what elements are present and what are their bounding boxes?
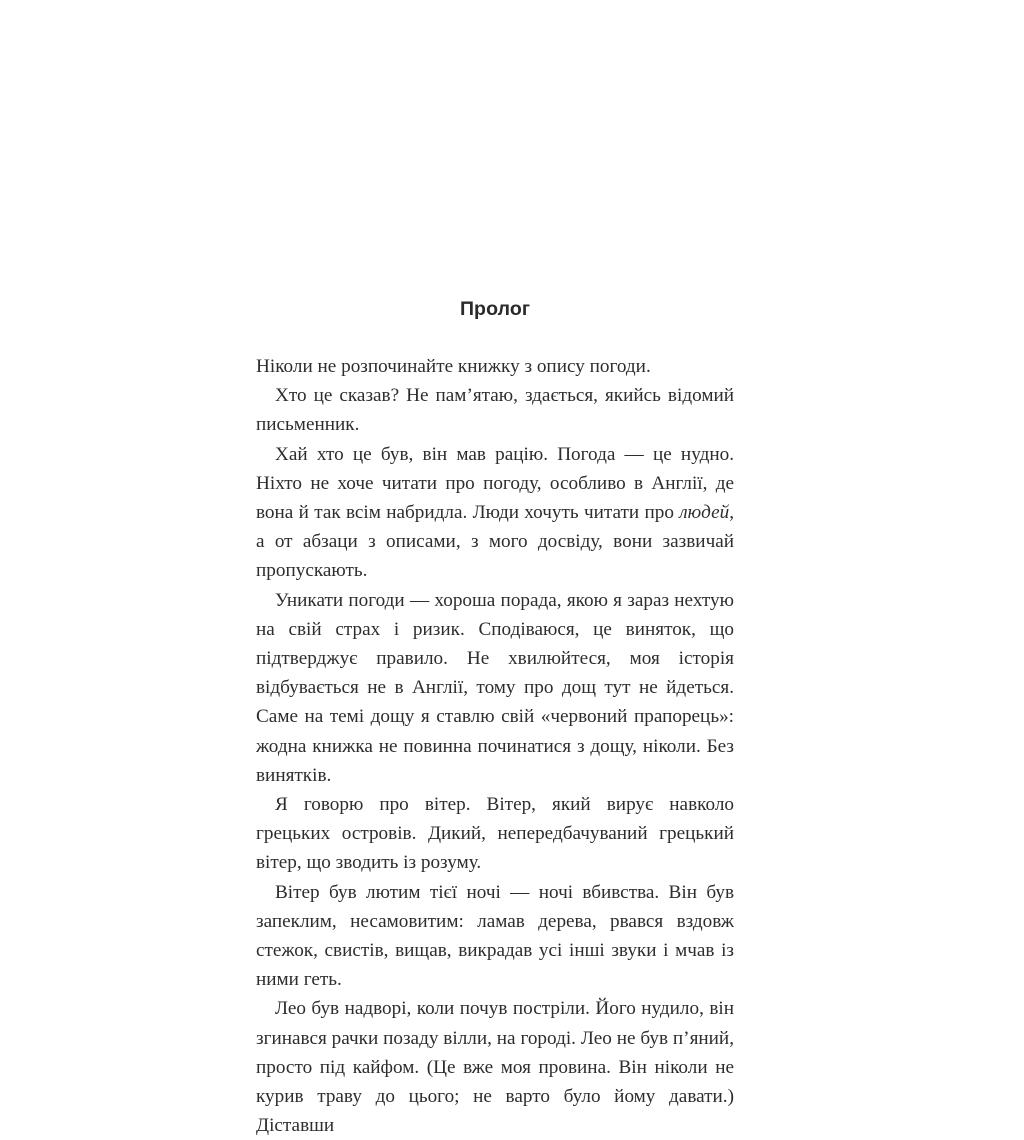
paragraph-5: Я говорю про вітер. Вітер, який вирує навколо грецьких островів. Дикий, непередбачуваний грецький вітер, що зводить із розуму. (256, 794, 734, 874)
paragraph-3-text-before: Хай хто це був, він мав рацію. Погода — це нудно. Ніхто не хоче читати про погоду, особливо в Англії, де вона й так всім набридла. Люди хочуть читати про (256, 443, 734, 524)
body-text (256, 352, 734, 1140)
paragraph-4: Уникати погоди — хороша порада, якою я зараз нехтую на свій страх і ризик. Сподіваюся, це виняток, що підтверджує правило. Не хвилюйтеся, моя історія відбувається не в Англії, тому про дощ тут не йдеться. Саме на темі дощу я ставлю свій «червоний прапорець»: жодна книжка не повинна починатися з дощу, ніколи. Без винятків. (256, 589, 734, 786)
paragraph-3 (256, 440, 734, 586)
text-column (256, 296, 734, 1140)
paragraph-3-emphasis: людей (679, 502, 730, 524)
paragraph-7: Лео був надворі, коли почув постріли. Його нудило, він згинався рачки позаду вілли, на городі. Лео не був п’яний, просто під кайфом. (Це вже моя провина. Він ніколи не курив траву до цього; не варто було йому давати.) Діставши (256, 998, 734, 1137)
chapter-heading: Пролог (459, 298, 531, 320)
paragraph-3-text-after: , а от абзаци з описами, з мого досвіду, вони зазвичай пропускають. (256, 502, 734, 582)
paragraph-2: Хто це сказав? Не пам’ятаю, здається, якийсь відомий письменник. (256, 385, 734, 436)
paragraph-1: Ніколи не розпочинайте книжку з опису погоди. (256, 356, 651, 377)
paragraph-6: Вітер був лютим тієї ночі — ночі вбивства. Він був запеклим, несамовитим: ламав дерева, рвався вздовж стежок, свистів, вищав, викрадав усі інші звуки і мчав із ними геть. (256, 881, 734, 991)
